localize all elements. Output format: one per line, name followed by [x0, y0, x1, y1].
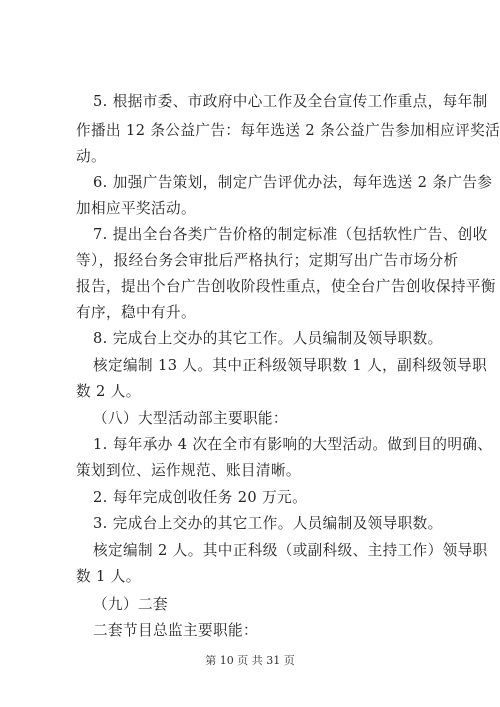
paragraph-line: 策划到位、运作规范、账目清晰。 [76, 462, 301, 479]
paragraph-line: 数 1 人。 [76, 568, 141, 585]
paragraph-line: 作播出 12 条公益广告：每年选送 2 条公益广告参加相应评奖活 [76, 122, 500, 139]
paragraph-line: 1. 每年承办 4 次在全市有影响的大型活动。做到目的明确、 [93, 436, 493, 453]
paragraph-line: 6. 加强广告策划，制定广告评优办法，每年选送 2 条广告参 [93, 174, 493, 191]
paragraph-line: 等），报经台务会审批后严格执行；定期写出广告市场分析 [76, 252, 459, 269]
paragraph-line: 核定编制 2 人。其中正科级（或副科级、主持工作）领导职 [93, 542, 488, 559]
paragraph-line: 5. 根据市委、市政府中心工作及全台宣传工作重点，每年制 [93, 93, 488, 110]
paragraph-line: 二套节目总监主要职能： [93, 622, 258, 639]
paragraph-line: 8. 完成台上交办的其它工作。人员编制及领导职数。 [93, 330, 443, 347]
paragraph-line: 加相应平奖活动。 [76, 200, 196, 217]
section-heading: （九）二套 [93, 596, 168, 613]
paragraph-line: 7. 提出全台各类广告价格的制定标准（包括软性广告、创收 [93, 226, 488, 243]
paragraph-line: 数 2 人。 [76, 383, 141, 400]
paragraph-line: 有序，稳中有升。 [76, 304, 196, 321]
paragraph-line: 核定编制 13 人。其中正科级领导职数 1 人，副科级领导职 [93, 357, 488, 374]
paragraph-line: 动。 [76, 148, 106, 165]
page-number-footer: 第 10 页 共 31 页 [205, 654, 295, 667]
section-heading: （八）大型活动部主要职能： [93, 410, 288, 427]
paragraph-line: 2. 每年完成创收任务 20 万元。 [93, 489, 308, 506]
paragraph-line: 3. 完成台上交办的其它工作。人员编制及领导职数。 [93, 515, 443, 532]
paragraph-line: 报告，提出个台广告创收阶段性重点，使全台广告创收保持平衡 [76, 278, 496, 295]
